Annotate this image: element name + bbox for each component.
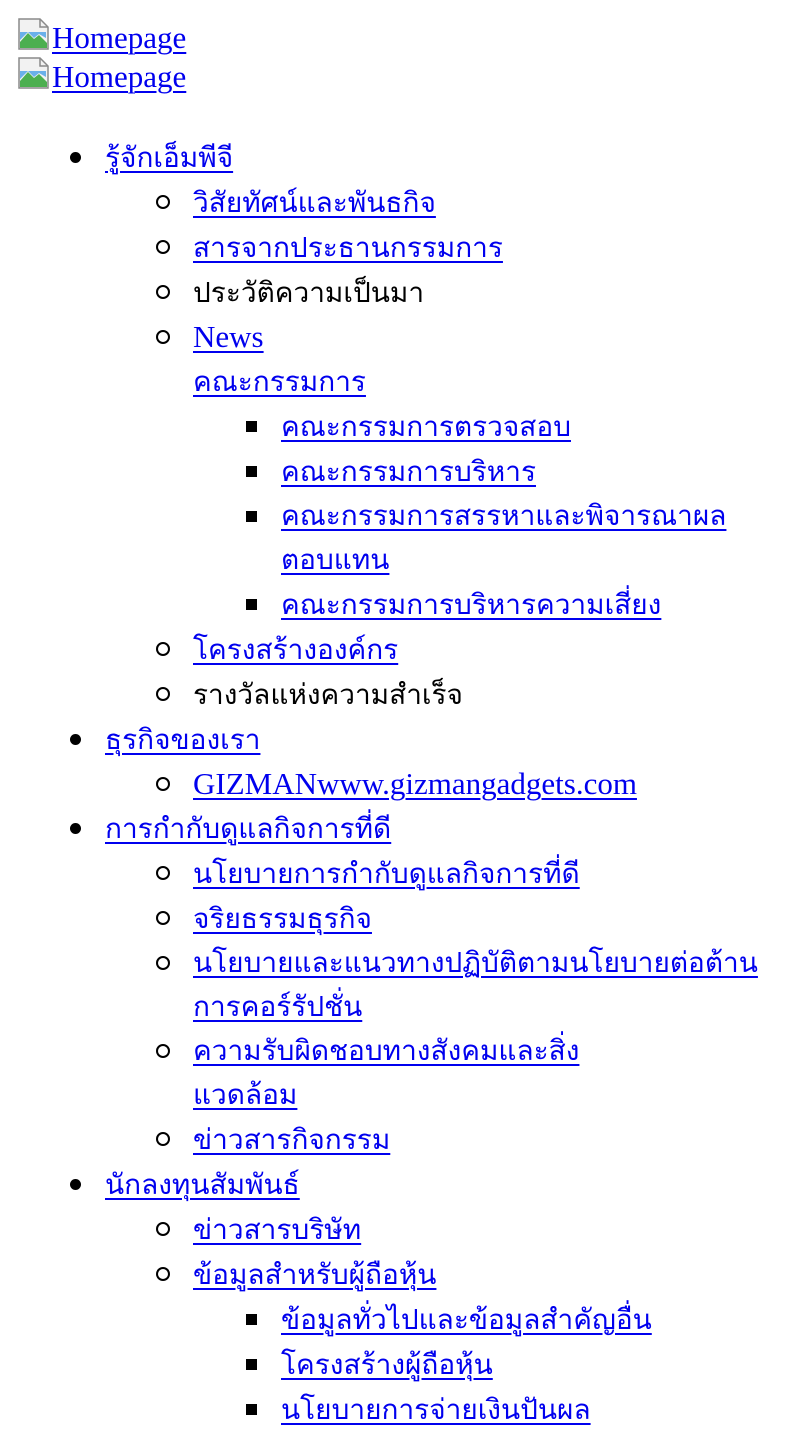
homepage-logo-link-secondary[interactable] [18, 57, 186, 97]
square-bullet-icon [246, 599, 257, 610]
subsubnav-link-executive[interactable]: คณะกรรมการบริหาร [281, 455, 536, 488]
subnav-item-anti-corruption [0, 941, 787, 1029]
circle-bullet-icon [156, 777, 170, 791]
nav-link-about[interactable]: รู้จักเอ็มพีจี [105, 141, 234, 174]
subnav-item-gizman [0, 762, 787, 806]
circle-bullet-icon [156, 642, 170, 656]
square-bullet-icon [246, 1359, 257, 1370]
disc-bullet-icon [70, 1179, 81, 1190]
nav-link-business[interactable]: ธุรกิจของเรา [105, 723, 261, 756]
subsubnav-item-risk [0, 582, 787, 627]
subnav-link-org-structure[interactable]: โครงสร้างองค์กร [193, 633, 399, 666]
circle-bullet-icon [156, 911, 170, 925]
subnav-link-shareholder-info[interactable]: ข้อมูลสำหรับผู้ถือหุ้น [193, 1258, 437, 1291]
nav-item-about [0, 135, 787, 180]
circle-bullet-icon [156, 1267, 170, 1281]
subsubnav-item-dividend-policy [0, 1387, 787, 1432]
subnav-link-csr[interactable]: ความรับผิดชอบทางสังคมและสิ่งแวดล้อม [193, 1034, 580, 1111]
subnav-link-vision[interactable]: วิสัยทัศน์และพันธกิจ [193, 186, 436, 219]
homepage-logo-alt-text: Homepage [52, 20, 187, 55]
square-bullet-icon [246, 1404, 257, 1415]
subnav-item-activity-news [0, 1117, 787, 1162]
circle-bullet-icon [156, 866, 170, 880]
subnav-link-gizman[interactable]: GIZMANwww.gizmangadgets.com [193, 766, 637, 801]
circle-bullet-icon [156, 956, 170, 970]
main-navigation [0, 135, 787, 1432]
subnav-item-csr [0, 1029, 787, 1117]
subsubnav-item-general-info [0, 1297, 787, 1342]
subnav-item-org-structure [0, 627, 787, 672]
subnav-item-cg-policy [0, 851, 787, 896]
subnav-text-history: ประวัติความเป็นมา [193, 276, 425, 309]
nav-link-governance[interactable]: การกำกับดูแลกิจการที่ดี [105, 812, 392, 845]
subsubnav-link-general-info[interactable]: ข้อมูลทั่วไปและข้อมูลสำคัญอื่น [281, 1303, 652, 1336]
circle-bullet-icon [156, 1044, 170, 1058]
subnav-item-company-news [0, 1207, 787, 1252]
subsubnav-link-dividend-policy[interactable]: นโยบายการจ่ายเงินปันผล [281, 1393, 591, 1426]
disc-bullet-icon [70, 152, 81, 163]
homepage-logo-link[interactable] [18, 18, 186, 58]
subsubnav-link-shareholder-structure[interactable]: โครงสร้างผู้ถือหุ้น [281, 1348, 493, 1381]
subsubnav-item-shareholder-structure [0, 1342, 787, 1387]
subnav-link-board[interactable]: คณะกรรมการ [193, 365, 366, 398]
circle-bullet-icon [156, 285, 170, 299]
subnav-text-awards: รางวัลแห่งความสำเร็จ [193, 678, 463, 711]
nav-item-business [0, 717, 787, 762]
subnav-item-vision [0, 180, 787, 225]
subnav-link-ethics[interactable]: จริยธรรมธุรกิจ [193, 902, 372, 935]
subnav-item-ethics [0, 896, 787, 941]
circle-bullet-icon [156, 330, 170, 344]
square-bullet-icon [246, 466, 257, 477]
broken-image-icon [18, 18, 52, 50]
subsubnav-item-executive [0, 449, 787, 494]
square-bullet-icon [246, 511, 257, 522]
subnav-link-company-news[interactable]: ข่าวสารบริษัท [193, 1213, 362, 1246]
subsubnav-item-nomination [0, 494, 787, 582]
nav-item-governance [0, 806, 787, 851]
subnav-link-news[interactable]: News [193, 319, 264, 354]
circle-bullet-icon [156, 240, 170, 254]
subnav-item-history [0, 270, 787, 315]
homepage-logo-alt-text: Homepage [52, 59, 187, 94]
subnav-item-chairman-message [0, 225, 787, 270]
subnav-item-news [0, 315, 787, 404]
circle-bullet-icon [156, 1222, 170, 1236]
circle-bullet-icon [156, 687, 170, 701]
subsubnav-link-risk[interactable]: คณะกรรมการบริหารความเสี่ยง [281, 588, 662, 621]
subsubnav-item-audit [0, 404, 787, 449]
subnav-link-activity-news[interactable]: ข่าวสารกิจกรรม [193, 1123, 391, 1156]
circle-bullet-icon [156, 195, 170, 209]
subnav-link-chairman-message[interactable]: สารจากประธานกรรมการ [193, 231, 503, 264]
square-bullet-icon [246, 1314, 257, 1325]
subsubnav-link-nomination[interactable]: คณะกรรมการสรรหาและพิจารณาผลตอบแทน [281, 499, 727, 576]
subnav-link-cg-policy[interactable]: นโยบายการกำกับดูแลกิจการที่ดี [193, 857, 580, 890]
disc-bullet-icon [70, 734, 81, 745]
nav-item-investor [0, 1162, 787, 1207]
subnav-link-anti-corruption[interactable]: นโยบายและแนวทางปฏิบัติตามนโยบายต่อต้านการคอร์รัปชั่น [193, 946, 758, 1023]
subsubnav-link-audit[interactable]: คณะกรรมการตรวจสอบ [281, 410, 571, 443]
subnav-item-awards [0, 672, 787, 717]
circle-bullet-icon [156, 1132, 170, 1146]
nav-link-investor[interactable]: นักลงทุนสัมพันธ์ [105, 1168, 300, 1201]
broken-image-icon [18, 57, 52, 89]
square-bullet-icon [246, 421, 257, 432]
subnav-item-shareholder-info [0, 1252, 787, 1297]
disc-bullet-icon [70, 823, 81, 834]
